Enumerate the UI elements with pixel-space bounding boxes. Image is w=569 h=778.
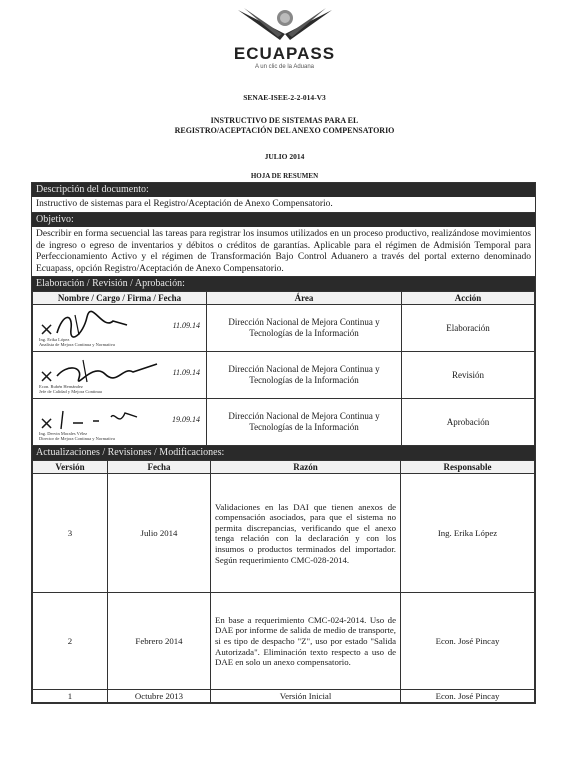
signature-date: 11.09.14 [172, 368, 200, 378]
title-line-2: REGISTRO/ACEPTACIÓN DEL ANEXO COMPENSATORIO [174, 126, 395, 135]
area-cell: Dirección Nacional de Mejora Continua y Tecnologías de la Información [207, 305, 402, 352]
updates-bar: Actualizaciones / Revisiones / Modificaciones: [32, 446, 535, 460]
action-cell: Elaboración [402, 305, 535, 352]
signature-x-mark: × [39, 366, 55, 388]
table-row [33, 399, 535, 446]
date-cell: Julio 2014 [108, 474, 211, 593]
table-row [33, 305, 535, 352]
version-cell: 1 [33, 690, 108, 703]
date-cell: Febrero 2014 [108, 593, 211, 690]
signature-cell [33, 305, 207, 352]
objective-text: Describir en forma secuencial las tareas para registrar los insumos utilizados en un proceso productivo, realizándose movimientos de ingreso o egreso de inventarios y débitos o créditos de garantías. Aplicable para el régimen de Admisión Temporal para Perfeccionamiento Activo y el régimen de Transformación Bajo Control Aduanero a través del portal externo denominado Ecuapass, opción Registro/Aceptación de Anexo Compensatorio. [32, 227, 535, 277]
description-bar: Descripción del documento: [32, 183, 535, 197]
signature-cell [33, 352, 207, 399]
signature-scribble-icon [53, 309, 133, 339]
summary-box [31, 182, 536, 704]
approval-header-name: Nombre / Cargo / Firma / Fecha [33, 292, 207, 305]
signature-scribble-icon [53, 356, 163, 386]
responsible-cell: Ing. Erika López [401, 474, 535, 593]
document-title [0, 116, 569, 136]
logo [0, 4, 569, 70]
versions-header-date: Fecha [108, 461, 211, 474]
signature-x-mark: × [39, 413, 55, 435]
brand-name: ECUAPASS [233, 44, 336, 63]
versions-table [32, 460, 535, 703]
date-cell: Octubre 2013 [108, 690, 211, 703]
signer-name: Econ. Rubén Hernández Jefe de Calidad y Mejora Continua [39, 384, 102, 395]
responsible-cell: Econ. José Pincay [401, 690, 535, 703]
approval-table [32, 291, 535, 446]
description-text: Instructivo de sistemas para el Registro/Aceptación de Anexo Compensatorio. [32, 197, 535, 213]
table-row [33, 593, 535, 690]
document-date: JULIO 2014 [264, 152, 305, 161]
responsible-cell: Econ. José Pincay [401, 593, 535, 690]
reason-cell: En base a requerimiento CMC-024-2014. Uso de DAE por informe de salida de medio de transporte, si es tipo de despacho "Z", uso por estado "Salida Autorizada". Eliminación texto respecto a uso de DAE en solo un anexo compensatorio. [211, 593, 401, 690]
action-cell: Aprobación [402, 399, 535, 446]
approval-header-area: Área [207, 292, 402, 305]
version-cell: 3 [33, 474, 108, 593]
version-cell: 2 [33, 593, 108, 690]
signer-name: Ing. Erika López Analista de Mejora Continua y Normativa [39, 337, 115, 348]
reason-cell: Versión Inicial [211, 690, 401, 703]
objective-bar: Objetivo: [32, 213, 535, 227]
table-row [33, 690, 535, 703]
action-cell: Revisión [402, 352, 535, 399]
summary-heading: HOJA DE RESUMEN [250, 172, 319, 180]
signature-scribble-icon [53, 403, 163, 433]
table-row [33, 474, 535, 593]
approval-bar: Elaboración / Revisión / Aprobación: [32, 277, 535, 291]
brand-tagline: A un clic de la Aduana [254, 64, 315, 70]
signature-date: 11.09.14 [172, 321, 200, 331]
versions-header-responsible: Responsable [401, 461, 535, 474]
signer-name: Ing. Dervin Morales Vélez Director de Mejora Continua y Normativa [39, 431, 115, 442]
area-cell: Dirección Nacional de Mejora Continua y Tecnologías de la Información [207, 399, 402, 446]
document-code: SENAE-ISEE-2-2-014-V3 [243, 93, 326, 102]
signature-x-mark: × [39, 319, 55, 341]
ecuapass-wing-icon [230, 4, 340, 48]
area-cell: Dirección Nacional de Mejora Continua y Tecnologías de la Información [207, 352, 402, 399]
reason-cell: Validaciones en las DAI que tienen anexos de compensación asociados, para que el sistema no permita discrepancias, verificando que el anexo tenga relación con la declaración y con los insumos o productos terminados del importador. Según requerimiento CMC-028-2014. [211, 474, 401, 593]
table-row [33, 352, 535, 399]
versions-header-version: Versión [33, 461, 108, 474]
title-line-1: INSTRUCTIVO DE SISTEMAS PARA EL [210, 116, 359, 125]
approval-header-action: Acción [402, 292, 535, 305]
signature-cell [33, 399, 207, 446]
versions-header-reason: Razón [211, 461, 401, 474]
signature-date: 19.09.14 [172, 415, 200, 425]
